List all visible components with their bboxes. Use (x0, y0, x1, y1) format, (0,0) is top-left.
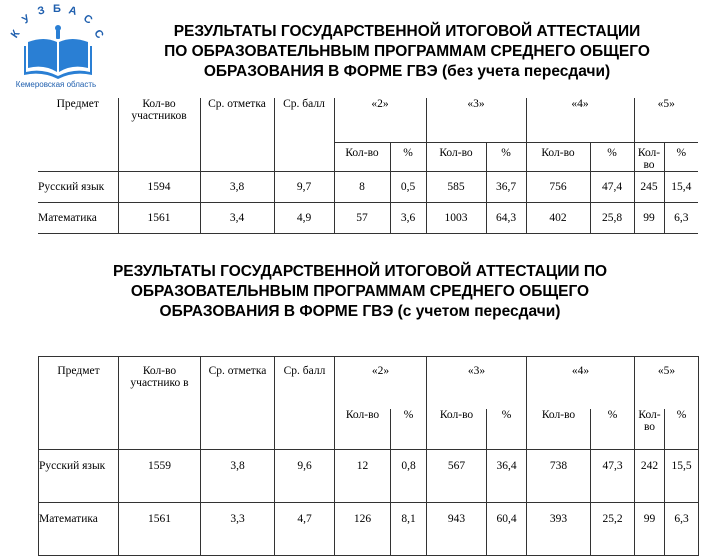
cell-grade5-count: 99 (634, 203, 664, 234)
cell-grade5-count: 245 (634, 172, 664, 203)
table-row (39, 503, 699, 556)
table-row (38, 172, 698, 203)
title-line: ОБРАЗОВАНИЯ В ФОРМЕ ГВЭ (с учетом пересдачи) (159, 303, 561, 320)
cell-participants: 1561 (119, 503, 201, 556)
logo-letter-5: А (67, 4, 79, 18)
cell-avg-score: 4,7 (275, 503, 335, 556)
cell-grade2-pct: 0,8 (391, 450, 427, 503)
header-count: Кол-во (526, 143, 590, 172)
logo-letter-7: С (91, 27, 106, 41)
title-line: РЕЗУЛЬТАТЫ ГОСУДАРСТВЕННОЙ ИТОГОВОЙ АТТЕСТАЦИИ (173, 23, 641, 40)
cell-participants: 1561 (118, 203, 200, 234)
cell-grade4-pct: 47,3 (591, 450, 635, 503)
header-percent: % (391, 409, 427, 450)
cell-grade5-count: 99 (635, 503, 665, 556)
cell-grade4-count: 393 (527, 503, 591, 556)
title-line: ОБРАЗОВАНИЯ В ФОРМЕ ГВЭ (без учета пересдачи) (203, 63, 611, 80)
header-percent: % (591, 409, 635, 450)
cell-grade2-pct: 0,5 (390, 172, 426, 203)
header-count: Кол-во (426, 143, 486, 172)
header-count: Кол-во (635, 409, 665, 450)
header-grade-4: «4» (526, 98, 634, 143)
cell-grade3-count: 943 (427, 503, 487, 556)
cell-grade4-count: 402 (526, 203, 590, 234)
cell-grade2-pct: 3,6 (390, 203, 426, 234)
cell-avg-mark: 3,4 (200, 203, 274, 234)
logo-caption: Кемеровская область (15, 80, 97, 89)
cell-grade4-pct: 25,8 (590, 203, 634, 234)
cell-grade4-count: 738 (527, 450, 591, 503)
table-row (39, 450, 699, 503)
cell-avg-score: 9,6 (275, 450, 335, 503)
cell-grade4-pct: 47,4 (590, 172, 634, 203)
header-avg-score: Ср. балл (275, 357, 335, 450)
header-grade-2: «2» (334, 98, 426, 143)
logo-letter-2: У (20, 12, 33, 27)
logo-letter-6: С (81, 12, 95, 27)
header-grade-2: «2» (335, 357, 427, 410)
results-table-with-retake (38, 356, 699, 556)
cell-grade3-count: 1003 (426, 203, 486, 234)
cell-subject: Математика (39, 503, 119, 556)
cell-avg-score: 9,7 (274, 172, 334, 203)
title-line: ПО ОБРАЗОВАТЕЛЬНВЫМ ПРОГРАММАМ СРЕДНЕГО ОБЩЕГО (164, 43, 650, 60)
cell-grade3-pct: 60,4 (487, 503, 527, 556)
cell-participants: 1594 (118, 172, 200, 203)
cell-grade3-count: 585 (426, 172, 486, 203)
cell-grade2-count: 57 (334, 203, 390, 234)
cell-grade4-pct: 25,2 (591, 503, 635, 556)
header-grade-3: «3» (427, 357, 527, 410)
header-count: Кол-во (334, 143, 390, 172)
title-line: ОБРАЗОВАТЕЛЬНВЫМ ПРОГРАММАМ СРЕДНЕГО ОБЩЕГО (130, 283, 590, 300)
cell-grade5-pct: 6,3 (665, 503, 699, 556)
header-participants: Кол-во участнико в (119, 357, 201, 450)
logo-letter-1: К (8, 28, 23, 41)
cell-participants: 1559 (119, 450, 201, 503)
cell-avg-mark: 3,8 (201, 450, 275, 503)
header-count: Кол-во (427, 409, 487, 450)
cell-grade2-count: 8 (334, 172, 390, 203)
cell-grade2-pct: 8,1 (391, 503, 427, 556)
table-row (38, 203, 698, 234)
header-avg-mark: Ср. отметка (201, 357, 275, 450)
title-line: РЕЗУЛЬТАТЫ ГОСУДАРСТВЕННОЙ ИТОГОВОЙ АТТЕСТАЦИИ ПО (112, 263, 608, 280)
header-subject: Предмет (39, 357, 119, 450)
cell-grade2-count: 126 (335, 503, 391, 556)
logo-letter-4: Б (53, 3, 61, 15)
header-avg-score: Ср. балл (274, 98, 334, 172)
cell-grade3-pct: 36,4 (487, 450, 527, 503)
cell-subject: Русский язык (39, 450, 119, 503)
header-subject: Предмет (38, 98, 118, 172)
logo-letter-3: З (36, 4, 47, 18)
cell-grade3-pct: 64,3 (486, 203, 526, 234)
results-table-without-retake (38, 98, 698, 234)
header-avg-mark: Ср. отметка (200, 98, 274, 172)
header-percent: % (590, 143, 634, 172)
cell-subject: Русский язык (38, 172, 118, 203)
header-percent: % (486, 143, 526, 172)
title-without-retake (112, 22, 702, 82)
header-percent: % (390, 143, 426, 172)
cell-subject: Математика (38, 203, 118, 234)
header-count: Кол-во (527, 409, 591, 450)
header-grade-3: «3» (426, 98, 526, 143)
title-with-retake (40, 262, 680, 322)
cell-grade5-count: 242 (635, 450, 665, 503)
cell-grade5-pct: 15,4 (664, 172, 698, 203)
cell-grade4-count: 756 (526, 172, 590, 203)
header-percent: % (487, 409, 527, 450)
cell-grade5-pct: 6,3 (664, 203, 698, 234)
book-icon (24, 39, 92, 79)
header-count: Кол-во (335, 409, 391, 450)
cell-avg-mark: 3,3 (201, 503, 275, 556)
cell-avg-mark: 3,8 (200, 172, 274, 203)
cell-grade5-pct: 15,5 (665, 450, 699, 503)
cell-avg-score: 4,9 (274, 203, 334, 234)
header-percent: % (664, 143, 698, 172)
header-grade-5: «5» (657, 98, 675, 110)
header-grade-5: «5» (635, 357, 699, 410)
header-participants: Кол-во участников (118, 98, 200, 172)
cell-grade2-count: 12 (335, 450, 391, 503)
header-grade-4: «4» (527, 357, 635, 410)
cell-grade3-count: 567 (427, 450, 487, 503)
header-count: Кол-во (634, 143, 664, 172)
cell-grade3-pct: 36,7 (486, 172, 526, 203)
header-percent: % (665, 409, 699, 450)
